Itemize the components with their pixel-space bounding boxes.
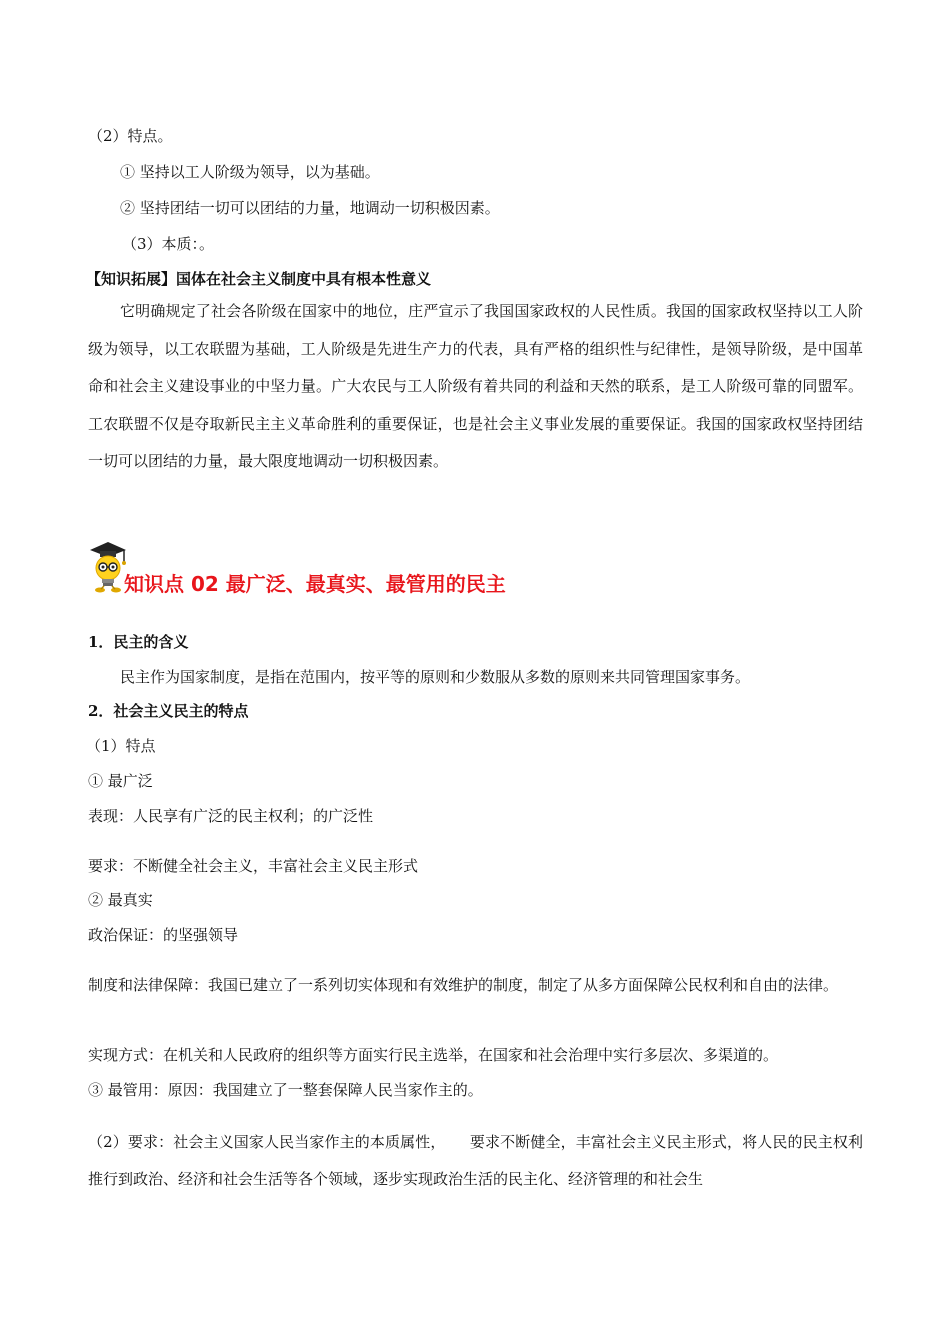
truest-method: 实现方式：在机关和人民政府的组织等方面实行民主选举，在国家和社会治理中实行多层次、多渠道的。	[88, 1046, 779, 1064]
section-header	[86, 538, 786, 598]
truest-legal: 制度和法律保障：我国已建立了一系列切实体现和有效维护的制度，制定了从多方面保障公民权利和自由的法律。	[88, 976, 839, 994]
widest-requirement: 要求：不断健全社会主义，丰富社会主义民主形式	[88, 857, 419, 875]
democracy-meaning-body: 民主作为国家制度，是指在范围内，按平等的原则和少数服从多数的原则来共同管理国家事务。	[120, 668, 751, 686]
features-heading: （2）特点。	[88, 127, 173, 145]
heading-democracy-meaning: 1．民主的含义	[88, 633, 189, 651]
feature-point-2: ② 坚持团结一切可以团结的力量，地调动一切积极因素。	[120, 199, 500, 217]
extension-body: 它明确规定了社会各阶级在国家中的地位，庄严宣示了我国国家政权的人民性质。我国的国家政权坚持以工人阶级为领导，以工农联盟为基础，工人阶级是先进生产力的代表，具有严格的组织性与纪律性，是领导阶级，是中国革命和社会主义建设事业的中坚力量。广大农民与工人阶级有着共同的利益和天然的联系，是工人阶级可靠的同盟军。工农联盟不仅是夺取新民主主义革命胜利的重要保证，也是社会主义事业发展的重要保证。我国的国家政权坚持团结一切可以团结的力量，最大限度地调动一切积极因素。	[88, 302, 863, 470]
truest-political: 政治保证：的坚强领导	[88, 926, 239, 944]
feature-point-1: ① 坚持以工人阶级为领导，以为基础。	[120, 163, 380, 181]
widest-show: 表现：人民享有广泛的民主权利；的广泛性	[88, 807, 374, 825]
subheading-features: （1）特点	[86, 737, 156, 755]
requirements-paragraph: （2）要求：社会主义国家人民当家作主的本质属性， 要求不断健全，丰富社会主义民主形式，将人民的民主权利推行到政治、经济和社会生活等各个领域，逐步实现政治生活的民主化、经济管理的和社会生	[88, 1133, 863, 1188]
most-useful: ③ 最管用：原因：我国建立了一整套保障人民当家作主的。	[88, 1081, 483, 1099]
section-title: 知识点 02 最广泛、最真实、最管用的民主	[124, 572, 506, 596]
widest-heading: ① 最广泛	[88, 772, 153, 790]
heading-socialist-democracy: 2．社会主义民主的特点	[88, 702, 249, 720]
truest-heading: ② 最真实	[88, 891, 153, 909]
extension-title: 【知识拓展】国体在社会主义制度中具有根本性意义	[86, 270, 432, 288]
essence-line: （3）本质：。	[122, 235, 215, 253]
